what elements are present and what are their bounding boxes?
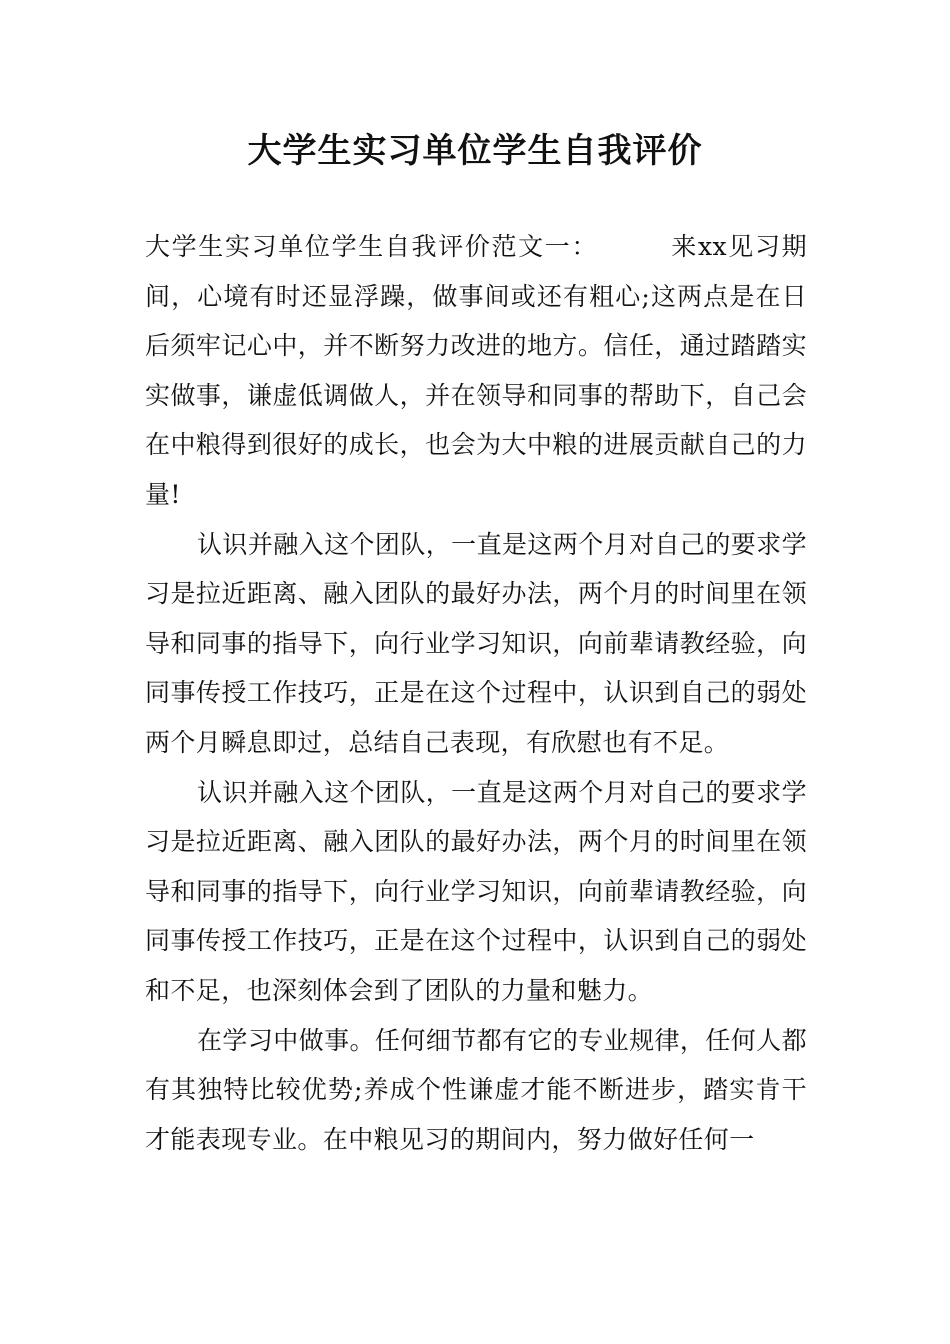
paragraph: 在学习中做事。任何细节都有它的专业规律，任何人都有其独特比较优势;养成个性谦虚才能不断进步，踏实肯干才能表现专业。在中粮见习的期间内，努力做好任何一 <box>145 1025 807 1154</box>
paragraph: 认识并融入这个团队，一直是这两个月对自己的要求学习是拉近距离、融入团队的最好办法，两个月的时间里在领导和同事的指导下，向行业学习知识，向前辈请教经验，向同事传授工作技巧，正是在这个过程中，认识到自己的弱处两个月瞬息即过，总结自己表现，有欣慰也有不足。 <box>145 529 807 757</box>
paragraph: 认识并融入这个团队，一直是这两个月对自己的要求学习是拉近距离、融入团队的最好办法，两个月的时间里在领导和同事的指导下，向行业学习知识，向前辈请教经验，向同事传授工作技巧，正是在这个过程中，认识到自己的弱处和不足，也深刻体会到了团队的力量和魅力。 <box>145 777 807 1005</box>
paragraph-text: 来xx见习期间，心境有时还显浮躁，做事间或还有粗心;这两点是在日后须牢记心中，并不断努力改进的地方。信任，通过踏踏实实做事，谦虚低调做人，并在领导和同事的帮助下，自己会在中粮得到很好的成长，也会为大中粮的进展贡献自己的力量! <box>145 232 807 509</box>
document-body <box>145 222 807 1164</box>
paragraph-intro <box>145 222 807 520</box>
document-title: 大学生实习单位学生自我评价 <box>247 131 703 171</box>
intro-label: 大学生实习单位学生自我评价范文一： <box>145 232 599 261</box>
